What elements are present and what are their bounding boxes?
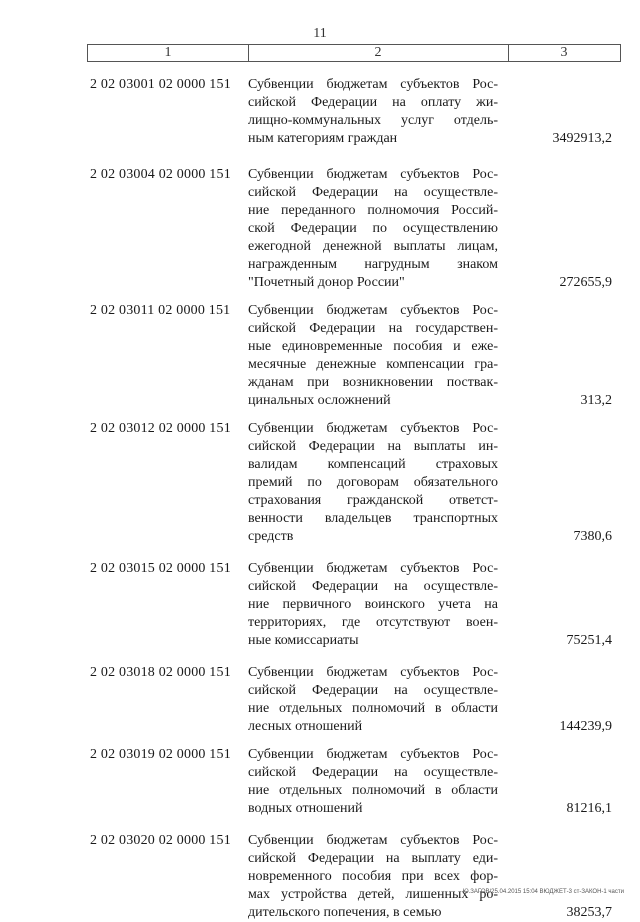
amount-value: 38253,7	[566, 905, 612, 920]
description-line: сийской Федерации на выплату еди-	[248, 851, 498, 866]
description-line: новременного пособия при всех фор-	[248, 869, 498, 884]
description-line: Субвенции бюджетам субъектов Рос-	[248, 665, 498, 680]
description-line: Субвенции бюджетам субъектов Рос-	[248, 561, 498, 576]
description-line: Субвенции бюджетам субъектов Рос-	[248, 421, 498, 436]
description-line: Субвенции бюджетам субъектов Рос-	[248, 77, 498, 92]
table-row	[0, 166, 640, 292]
description-line: награжденным нагрудным знаком	[248, 257, 498, 272]
description-line: страхования гражданской ответст-	[248, 493, 498, 508]
budget-code: 2 02 03018 02 0000 151	[90, 665, 231, 680]
description-line: венности владельцев транспортных	[248, 511, 498, 526]
page-number: 11	[313, 26, 327, 41]
amount-value: 272655,9	[559, 275, 612, 290]
description-line: дительского попечения, в семью	[248, 905, 442, 920]
budget-code: 2 02 03020 02 0000 151	[90, 833, 231, 848]
description-line: сийской Федерации на осуществле-	[248, 765, 498, 780]
description-line: премий по договорам обязательного	[248, 475, 498, 490]
description-line: "Почетный донор России"	[248, 275, 405, 290]
amount-value: 144239,9	[559, 719, 612, 734]
table-row	[0, 302, 640, 410]
table-row	[0, 76, 640, 148]
table-row	[0, 664, 640, 736]
description-line: Субвенции бюджетам субъектов Рос-	[248, 303, 498, 318]
amount-value: 7380,6	[573, 529, 612, 544]
header-col-1: 1	[88, 45, 249, 61]
subsidy-description	[248, 664, 498, 736]
description-line: ние отдельных полномочий в области	[248, 783, 498, 798]
budget-code: 2 02 03012 02 0000 151	[90, 421, 231, 436]
table-row	[0, 746, 640, 818]
budget-code: 2 02 03004 02 0000 151	[90, 167, 231, 182]
description-line: средств	[248, 529, 294, 544]
budget-code: 2 02 03011 02 0000 151	[90, 303, 231, 318]
amount-value: 313,2	[580, 393, 612, 408]
subsidy-description	[248, 302, 498, 410]
subsidy-description	[248, 76, 498, 148]
description-line: ние переданного полномочия Россий-	[248, 203, 498, 218]
subsidy-description	[248, 560, 498, 650]
description-line: ные комиссариаты	[248, 633, 359, 648]
description-line: сийской Федерации на осуществле-	[248, 185, 498, 200]
description-line: сийской Федерации на осуществле-	[248, 683, 498, 698]
description-line: сийской Федерации на осуществле-	[248, 579, 498, 594]
header-col-2: 2	[248, 45, 509, 61]
table-row	[0, 832, 640, 922]
description-line: цинальных осложнений	[248, 393, 391, 408]
description-line: ской Федерации по осуществлению	[248, 221, 498, 236]
table-header	[87, 44, 621, 62]
subsidy-description	[248, 746, 498, 818]
description-line: ежегодной денежной выплаты лицам,	[248, 239, 498, 254]
subsidy-description	[248, 420, 498, 546]
table-body	[0, 64, 640, 922]
subsidy-description	[248, 166, 498, 292]
budget-code: 2 02 03001 02 0000 151	[90, 77, 231, 92]
description-line: сийской Федерации на оплату жи-	[248, 95, 498, 110]
description-line: ные единовременные пособия и еже-	[248, 339, 498, 354]
description-line: Субвенции бюджетам субъектов Рос-	[248, 833, 498, 848]
description-line: мах устройства детей, лишенных ро-	[248, 887, 498, 902]
amount-value: 81216,1	[566, 801, 612, 816]
table-row	[0, 560, 640, 650]
description-line: ным категориям граждан	[248, 131, 398, 146]
description-line: водных отношений	[248, 801, 363, 816]
header-col-3: 3	[560, 45, 568, 60]
footer-note: Ю.ЗАГОВ/25.04.2015 15:04 ВЮДЖЕТ-3 ст-ЗАКОН-1 части	[462, 889, 624, 895]
table-row	[0, 420, 640, 546]
description-line: месячные денежные компенсации гра-	[248, 357, 498, 372]
description-line: валидам компенсаций страховых	[248, 457, 498, 472]
description-line: ние отдельных полномочий в области	[248, 701, 498, 716]
description-line: лесных отношений	[248, 719, 363, 734]
amount-value: 3492913,2	[552, 131, 612, 146]
description-line: Субвенции бюджетам субъектов Рос-	[248, 167, 498, 182]
description-line: лищно-коммунальных услуг отдель-	[248, 113, 498, 128]
budget-code: 2 02 03019 02 0000 151	[90, 747, 231, 762]
description-line: территориях, где отсутствуют воен-	[248, 615, 498, 630]
description-line: сийской Федерации на государствен-	[248, 321, 498, 336]
subsidy-description	[248, 832, 498, 922]
description-line: ние первичного воинского учета на	[248, 597, 498, 612]
description-line: сийской Федерации на выплаты ин-	[248, 439, 498, 454]
amount-value: 75251,4	[566, 633, 612, 648]
description-line: жданам при возникновении поствак-	[248, 375, 498, 390]
budget-code: 2 02 03015 02 0000 151	[90, 561, 231, 576]
description-line: Субвенции бюджетам субъектов Рос-	[248, 747, 498, 762]
